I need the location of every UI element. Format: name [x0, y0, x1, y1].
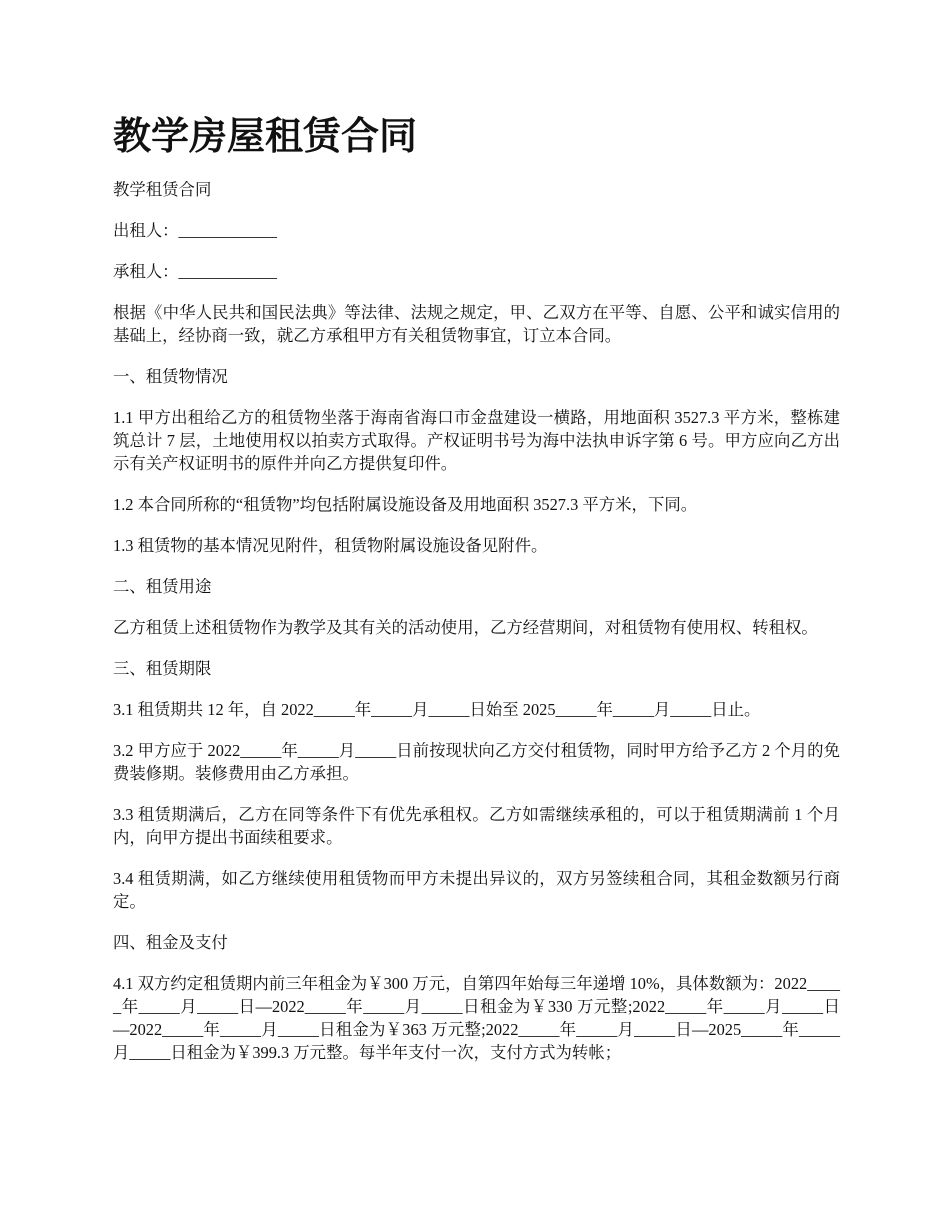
clause-1-1: 1.1 甲方出租给乙方的租赁物坐落于海南省海口市金盘建设一横路，用地面积 3527.3 平方米，整栋建筑总计 7 层，土地使用权以拍卖方式取得。产权证明书号为海中法执申诉字第 6 号。甲方应向乙方出示有关产权证明书的原件并向乙方提供复印件。: [113, 408, 840, 473]
section-heading-3: 三、租赁期限: [113, 659, 212, 678]
clause-1-3: 1.3 租赁物的基本情况见附件，租赁物附属设施设备见附件。: [113, 536, 548, 555]
document-title: 教学房屋租赁合同: [113, 114, 418, 158]
clause-3-3: 3.3 租赁期满后，乙方在同等条件下有优先承租权。乙方如需继续承租的，可以于租赁期满前 1 个月内，向甲方提出书面续租要求。: [113, 805, 840, 847]
clause-3-4: 3.4 租赁期满，如乙方继续使用租赁物而甲方未提出异议的，双方另签续租合同，其租金数额另行商定。: [113, 869, 840, 911]
clause-4-1: 4.1 双方约定租赁期内前三年租金为￥300 万元，自第四年始每三年递增 10%，具体数额为：2022_____年_____月_____日—2022_____年_____月_____日租金为￥330 万元整;2022_____年_____月_____日—2022_____年_____月_____日租金为￥363 万元整;2022_____年_____月_____日—2025_____年_____月_____日租金为￥399.3 万元整。每半年支付一次，支付方式为转帐；: [113, 974, 840, 1062]
section-heading-2: 二、租赁用途: [113, 577, 212, 596]
usage-paragraph: 乙方租赁上述租赁物作为教学及其有关的活动使用，乙方经营期间，对租赁物有使用权、转租权。: [113, 618, 818, 637]
preamble-paragraph: 根据《中华人民共和国民法典》等法律、法规之规定，甲、乙双方在平等、自愿、公平和诚实信用的基础上，经协商一致，就乙方承租甲方有关租赁物事宜，订立本合同。: [113, 303, 840, 345]
clause-3-1: 3.1 租赁期共 12 年，自 2022_____年_____月_____日始至 2025_____年_____月_____日止。: [113, 700, 761, 719]
clause-1-2: 1.2 本合同所称的“租赁物”均包括附属设施设备及用地面积 3527.3 平方米，下同。: [113, 495, 698, 514]
document-page: [113, 112, 840, 1082]
lessee-line: 承租人：____________: [113, 262, 277, 281]
contract-subtitle: 教学租赁合同: [113, 180, 212, 199]
clause-3-2: 3.2 甲方应于 2022_____年_____月_____日前按现状向乙方交付租赁物，同时甲方给予乙方 2 个月的免费装修期。装修费用由乙方承担。: [113, 741, 840, 783]
lessor-line: 出租人：____________: [113, 221, 277, 240]
section-heading-1: 一、租赁物情况: [113, 367, 228, 386]
section-heading-4: 四、租金及支付: [113, 933, 228, 952]
